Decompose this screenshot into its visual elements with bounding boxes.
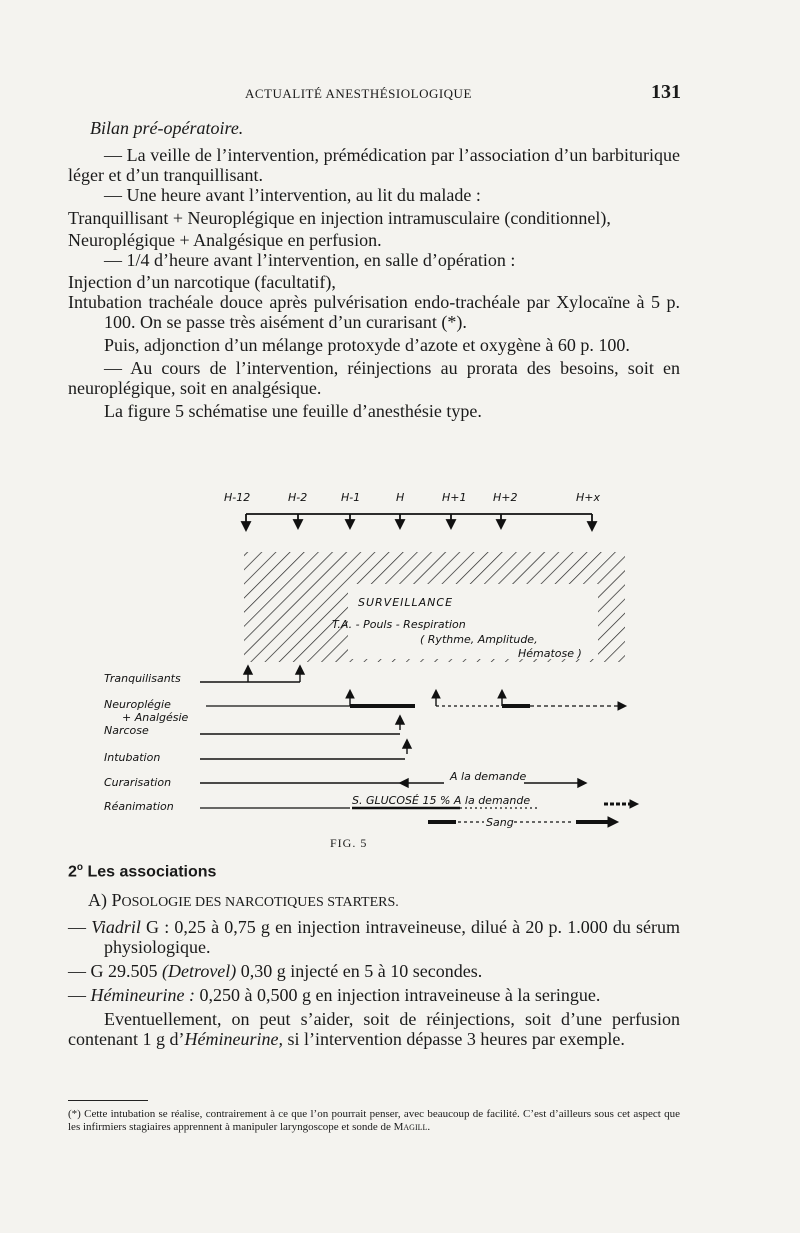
- paragraph: Puis, adjonction d’un mélange protoxyde d’azote et oxygène à 60 p. 100.: [104, 335, 630, 355]
- timeline-labels: [224, 491, 600, 504]
- time-label-h-12: H-12: [224, 491, 251, 504]
- sang-label: Sang: [486, 816, 514, 829]
- list-item-detrovel: — G 29.505 (Detrovel) 0,30 g injecté en 5 à 10 secondes.: [68, 961, 483, 981]
- bilan-title: Bilan pré-opératoire.: [90, 118, 244, 138]
- time-label-h+x: H+x: [576, 491, 600, 504]
- ta-line: T.A. - Pouls - Respiration: [332, 618, 466, 631]
- paragraph: Eventuellement, on peut s’aider, soit de réinjections, soit d’une perfusion contenant 1 g d’Hémineurine, si l’intervention dépasse 3 heures par exemple.: [68, 1009, 680, 1049]
- section-number: 2: [68, 863, 77, 881]
- paragraph: — Une heure avant l’intervention, au lit du malade :: [104, 185, 481, 205]
- subsection-title: A) POSOLOGIE DES NARCOTIQUES STARTERS.: [88, 890, 399, 910]
- paragraph: Tranquillisant + Neuroplégique en injection intramusculaire (conditionnel),: [68, 208, 611, 228]
- body-text: [68, 118, 680, 421]
- paragraph: Injection d’un narcotique (facultatif),: [68, 272, 336, 292]
- section-title: Les associations: [87, 863, 217, 881]
- glucose-label: S. GLUCOSÉ 15 % A la demande: [352, 794, 531, 807]
- time-label-h+1: H+1: [442, 491, 467, 504]
- reanimation-lines: [200, 794, 638, 829]
- narcose-line: [200, 716, 404, 734]
- paragraph: Neuroplégique + Analgésique en perfusion.: [68, 230, 382, 250]
- paragraph: — Au cours de l’intervention, réinjections au prorata des besoins, soit en neuroplégique, soit en analgésique.: [68, 358, 680, 398]
- neuroplegie-line: [206, 690, 626, 710]
- intubation-line: [200, 740, 411, 759]
- row-neuroplegie: Neuroplégie: [104, 698, 171, 711]
- row-intubation: Intubation: [104, 751, 161, 764]
- a-la-demande-label: A la demande: [450, 770, 527, 783]
- section-ordinal: o: [76, 862, 84, 873]
- row-tranquilisants: Tranquilisants: [104, 672, 181, 685]
- time-label-h: H: [396, 491, 405, 504]
- list-item-hemineurine: — Hémineurine : 0,250 à 0,500 g en injection intraveineuse à la seringue.: [68, 985, 601, 1005]
- row-labels: [104, 672, 189, 813]
- timeline: [242, 514, 596, 530]
- hematose-label: Hématose ): [518, 647, 582, 660]
- paragraph: — 1/4 d’heure avant l’intervention, en salle d’opération :: [104, 250, 516, 270]
- time-label-h-2: H-2: [288, 491, 308, 504]
- rythme-line: ( Rythme, Amplitude,: [420, 633, 538, 646]
- row-analgesie: + Analgésie: [122, 711, 189, 724]
- paragraph: Intubation trachéale douce après pulvérisation endo-trachéale par Xylocaïne à 5 p. 100. On se passe très aisément d’un curarisant (*).: [68, 292, 680, 332]
- surveillance-block: [244, 552, 625, 662]
- row-reanimation: Réanimation: [104, 800, 174, 813]
- figure-caption: FIG. 5: [330, 836, 368, 850]
- curarisation-line: [200, 770, 586, 787]
- figure-5: [104, 486, 640, 829]
- time-label-h+2: H+2: [493, 491, 518, 504]
- header-title: ACTUALITÉ ANESTHÉSIOLOGIQUE: [245, 86, 472, 101]
- footnote: (*) Cette intubation se réalise, contrairement à ce que l’on pourrait penser, avec beaucoup de facilité. C’est d’ailleurs sous cet aspect que les infirmiers stagiaires apprennent à manipuler laryngoscope et sonde de Magill.: [68, 1108, 680, 1133]
- row-curarisation: Curarisation: [104, 776, 172, 789]
- time-label-h-1: H-1: [341, 491, 361, 504]
- paragraph: La figure 5 schématise une feuille d’anesthésie type.: [104, 401, 482, 421]
- section-heading: [68, 862, 216, 881]
- page-number: 131: [651, 81, 681, 103]
- footnote-rule: [68, 1100, 148, 1101]
- associations-text: [68, 890, 680, 1049]
- surveillance-label: SURVEILLANCE: [358, 596, 454, 609]
- list-item-viadril: — Viadril G : 0,25 à 0,75 g en injection intraveineuse, dilué à 20 p. 1.000 du sérum physiologique.: [68, 917, 681, 957]
- tranquilisants-line: [200, 666, 304, 682]
- paragraph: — La veille de l’intervention, prémédication par l’association d’un barbiturique léger et d’un tranquillisant.: [68, 145, 680, 185]
- row-narcose: Narcose: [104, 724, 149, 737]
